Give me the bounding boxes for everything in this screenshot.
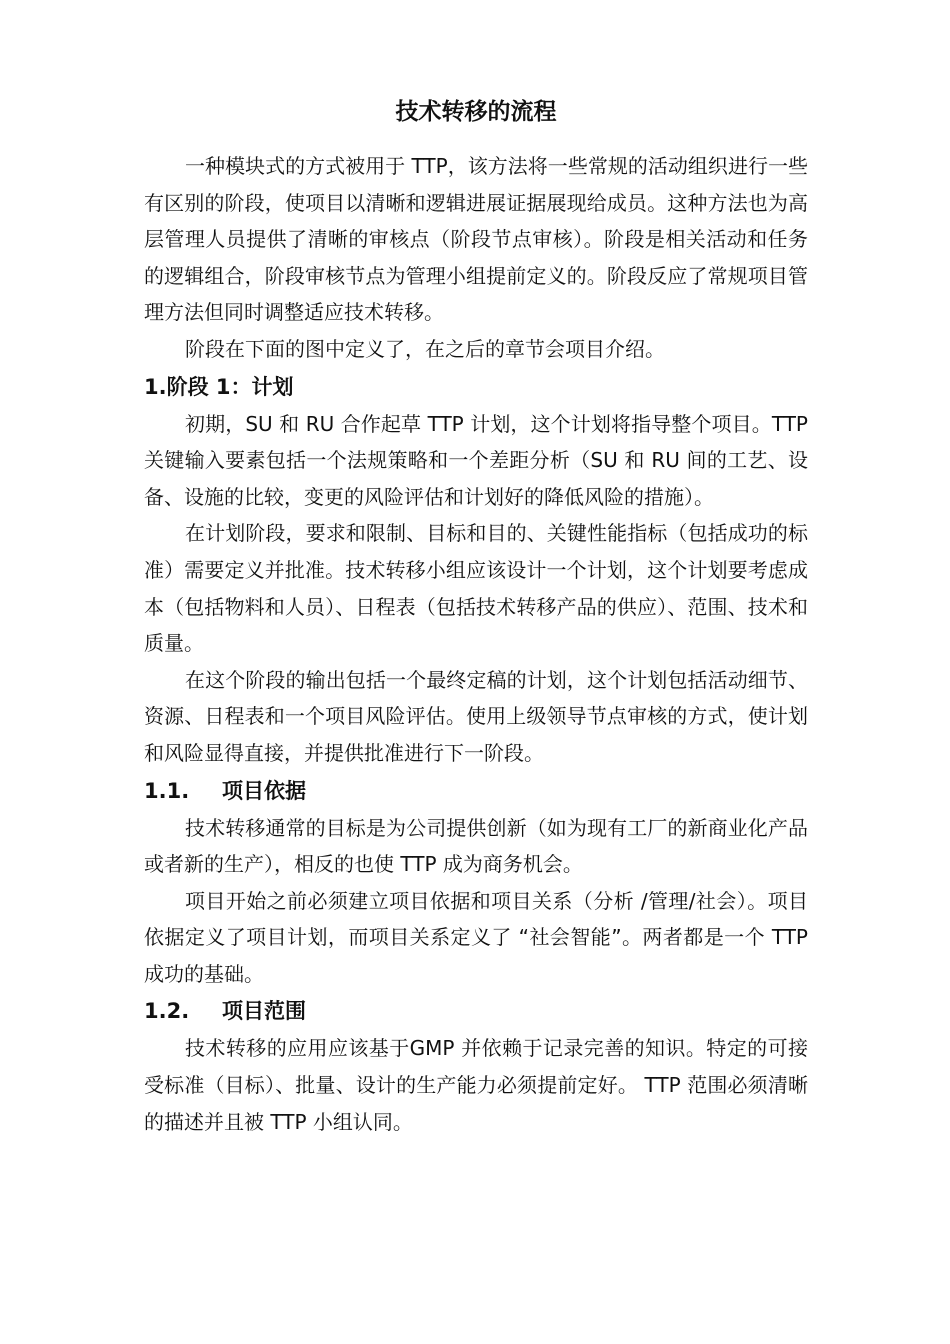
document-title: 技术转移的流程 <box>395 99 557 125</box>
section-heading-phase-1: 1.阶段 1：计划 <box>144 374 294 399</box>
section-heading-project-basis <box>144 772 808 810</box>
section-title: 项目依据 <box>222 778 306 803</box>
project-scope-paragraph-1: 技术转移的应用应该基于GMP 并依赖于记录完善的知识。特定的可接受标准（目标）、批量、设计的生产能力必须提前定好。 TTP 范围必须清晰的描述并且被 TTP 小组认同。 <box>144 1036 808 1134</box>
document-page <box>144 92 808 1140</box>
phase-1-paragraph-1: 初期，SU 和 RU 合作起草 TTP 计划，这个计划将指导整个项目。TTP 关键输入要素包括一个法规策略和一个差距分析（SU 和 RU 间的工艺、设备、设施的比较，变更的风险评估和计划好的降低风险的措施）。 <box>144 411 808 509</box>
intro-paragraph-2: 阶段在下面的图中定义了，在之后的章节会项目介绍。 <box>185 336 665 361</box>
section-number: 1.1. <box>144 778 190 803</box>
intro-paragraph-1: 一种模块式的方式被用于 TTP，该方法将一些常规的活动组织进行一些有区别的阶段，使项目以清晰和逻辑进展证据展现给成员。这种方法也为高层管理人员提供了清晰的审核点（阶段节点审核）。阶段是相关活动和任务的逻辑组合，阶段审核节点为管理小组提前定义的。阶段反应了常规项目管理方法但同时调整适应技术转移。 <box>144 154 808 325</box>
section-number: 1.2. <box>144 999 190 1024</box>
phase-1-paragraph-2: 在计划阶段，要求和限制、目标和目的、关键性能指标（包括成功的标准）需要定义并批准。技术转移小组应该设计一个计划，这个计划要考虑成本（包括物料和人员）、日程表（包括技术转移产品的供应）、范围、技术和质量。 <box>144 521 808 656</box>
project-basis-paragraph-2: 项目开始之前必须建立项目依据和项目关系（分析 /管理/社会）。项目依据定义了项目计划，而项目关系定义了 “社会智能”。两者都是一个 TTP 成功的基础。 <box>144 888 808 986</box>
phase-1-paragraph-3: 在这个阶段的输出包括一个最终定稿的计划，这个计划包括活动细节、资源、日程表和一个项目风险评估。使用上级领导节点审核的方式，使计划和风险显得直接，并提供批准进行下一阶段。 <box>144 667 808 765</box>
section-title: 项目范围 <box>222 999 306 1024</box>
project-basis-paragraph-1: 技术转移通常的目标是为公司提供创新（如为现有工厂的新商业化产品或者新的生产），相反的也使 TTP 成为商务机会。 <box>144 815 808 877</box>
section-heading-project-scope <box>144 992 808 1030</box>
